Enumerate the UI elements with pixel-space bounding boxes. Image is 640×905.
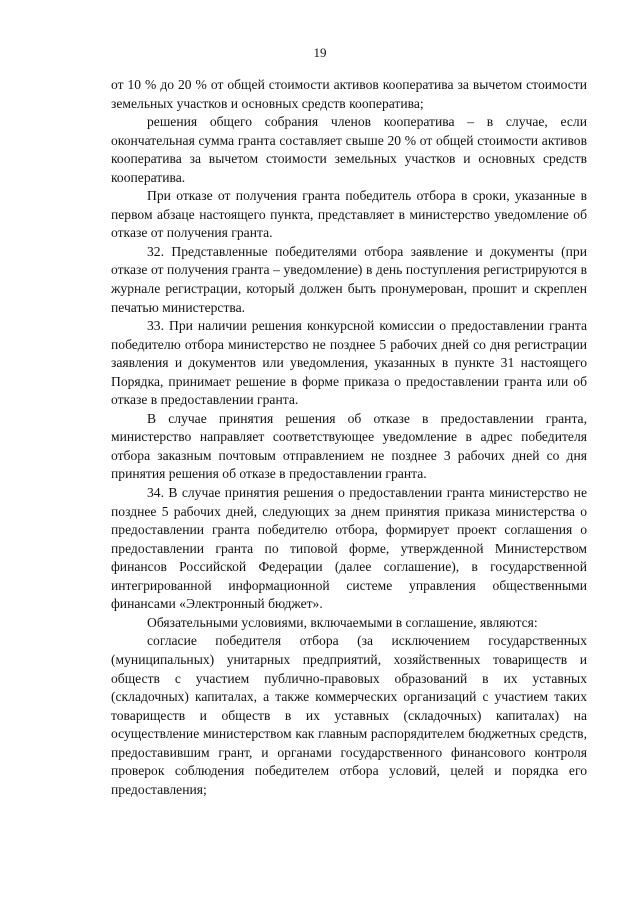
paragraph: В случае принятия решения об отказе в предоставлении гранта, министерство направляет соответствующее уведомление в адрес победителя отбора заказным почтовым отправлением не позднее 3 рабочих дней со дня принятия решения об отказе в предоставлении гранта. bbox=[111, 410, 587, 482]
paragraph: При отказе от получения гранта победитель отбора в сроки, указанные в первом абзаце настоящего пункта, представляет в министерство уведомление об отказе от получения гранта. bbox=[111, 188, 587, 241]
page-number: 19 bbox=[313, 45, 327, 60]
paragraph: решения общего собрания членов кооператива – в случае, если окончательная сумма гранта составляет свыше 20 % от общей стоимости активов кооператива за вычетом стоимости земельных участков и основных средств кооператива. bbox=[111, 114, 587, 185]
paragraph: 32. Представленные победителями отбора заявление и документы (при отказе от получения гранта – уведомление) в день поступления регистрируются в журнале регистрации, который должен быть пронумерован, прошит и скреплен печатью министерства. bbox=[111, 243, 587, 315]
paragraph: согласие победителя отбора (за исключением государственных (муниципальных) унитарных предприятий, хозяйственных товариществ и обществ с участием публично-правовых образований в их уставных (складочных) капиталах, а также коммерческих организаций с участием таких товариществ и обществ в их уставных (складочных) капиталах) на осуществление министерством как главным распорядителем бюджетных средств, предоставившим грант, и органами государственного финансового контроля проверок соблюдения победителем отбора условий, целей и порядка его предоставления; bbox=[111, 633, 587, 797]
paragraph: Обязательными условиями, включаемыми в соглашение, являются: bbox=[147, 614, 538, 630]
paragraph: 34. В случае принятия решения о предоставлении гранта министерство не позднее 5 рабочих дней, следующих за днем принятия приказа министерства о предоставлении гранта победителю отбора, формирует проект соглашения о предоставлении гранта по типовой форме, утвержденной Министерством финансов Российской Федерации (далее соглашение), в государственной интегрированной информационной системе управления общественными финансами «Электронный бюджет». bbox=[111, 485, 587, 612]
body-text bbox=[111, 76, 587, 799]
paragraph: от 10 % до 20 % от общей стоимости активов кооператива за вычетом стоимости земельных участков и основных средств кооператива; bbox=[111, 77, 587, 111]
paragraph: 33. При наличии решения конкурсной комиссии о предоставлении гранта победителю отбора министерство не позднее 5 рабочих дней со дня регистрации заявления и документов или уведомления, указанных в пункте 31 настоящего Порядка, принимает решение в форме приказа о предоставлении гранта или об отказе в предоставлении гранта. bbox=[111, 318, 587, 408]
